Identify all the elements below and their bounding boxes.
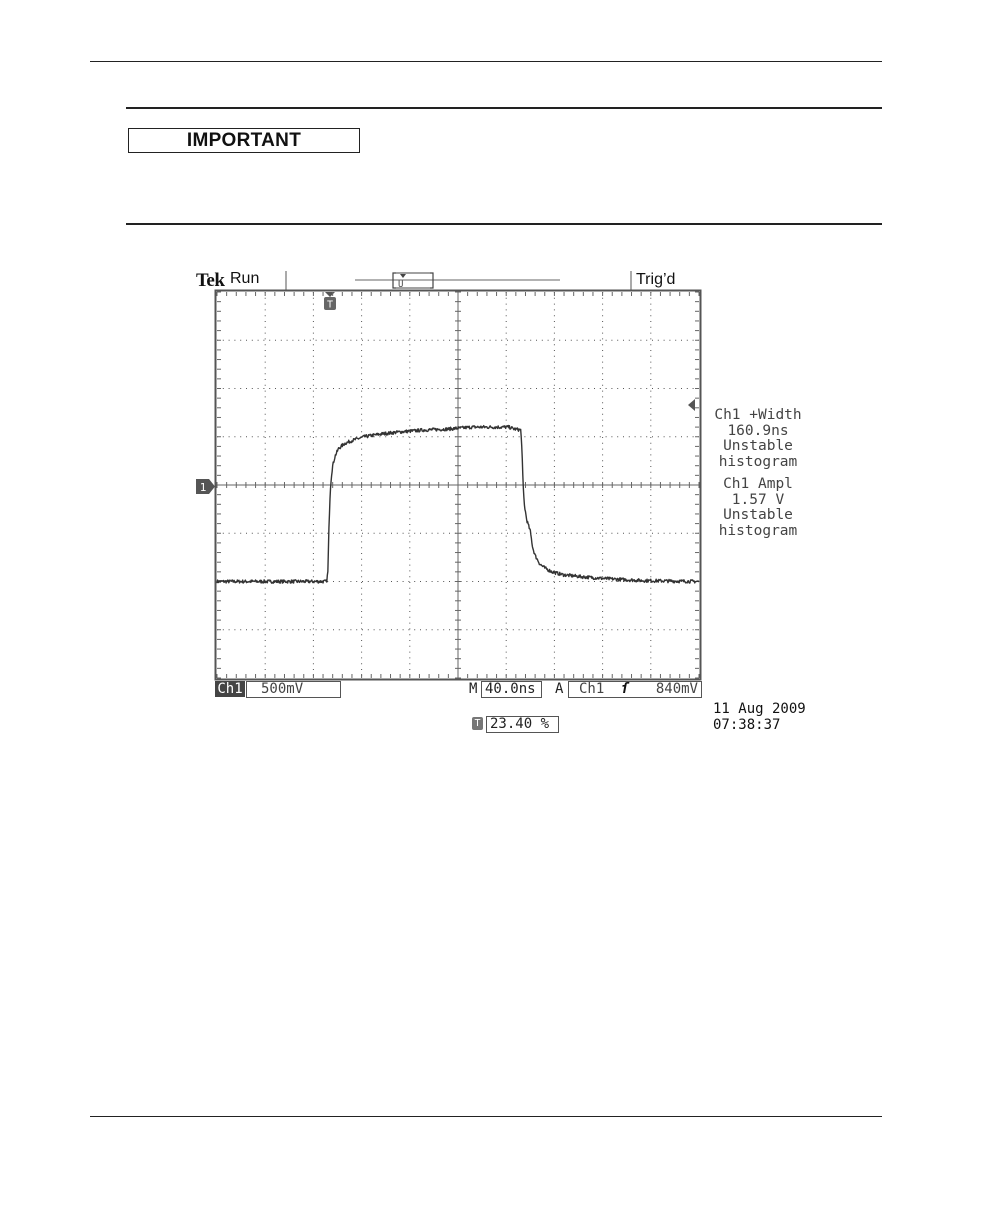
measurement-1-value: 160.9ns xyxy=(727,422,789,439)
trigger-position-readout xyxy=(486,716,559,733)
trigger-level: 840mV xyxy=(655,681,698,697)
measurement-2 xyxy=(704,477,812,539)
measurement-2-status-detail: histogram xyxy=(718,522,798,539)
trigger-position-value: 23.40 % xyxy=(490,716,550,732)
channel-1-marker xyxy=(196,479,216,494)
timebase-value: 40.0ns xyxy=(485,681,536,697)
run-state: Run xyxy=(230,270,260,287)
measurement-1-name: Ch1 +Width xyxy=(714,407,802,423)
capture-time: 07:38:37 xyxy=(713,717,781,733)
trigger-position-icon: T xyxy=(472,717,483,730)
brand-logo: Tek xyxy=(196,270,225,291)
trigger-state: Trig’d xyxy=(636,271,676,288)
graticule xyxy=(217,292,699,678)
capture-date: 11 Aug 2009 xyxy=(713,701,806,717)
timebase-readout xyxy=(481,681,542,698)
waveform-plot xyxy=(214,289,704,681)
measurement-1-status: Unstable xyxy=(723,438,793,454)
trigger-readout xyxy=(568,681,702,698)
channel-tag: Ch1 xyxy=(215,681,245,697)
record-position-indicator xyxy=(0,0,1008,300)
footer-rule xyxy=(90,1116,882,1117)
trigger-marker-label: T xyxy=(326,299,334,311)
measurement-2-status: Unstable xyxy=(723,507,793,523)
measurement-1 xyxy=(704,408,812,470)
volts-per-div-value: 500mV xyxy=(261,681,304,697)
svg-text:U: U xyxy=(398,280,404,290)
channel-marker-label: 1 xyxy=(199,481,207,494)
timebase-prefix: M xyxy=(469,681,478,697)
measurement-2-name: Ch1 Ampl xyxy=(723,476,793,492)
trigger-mode: A xyxy=(555,681,564,697)
important-label: IMPORTANT xyxy=(128,128,360,153)
trigger-slope-icon: ſ xyxy=(620,681,630,697)
volts-per-div-readout xyxy=(246,681,341,698)
measurement-1-status-detail: histogram xyxy=(718,453,798,470)
measurement-2-value: 1.57 V xyxy=(731,491,785,508)
trigger-source: Ch1 xyxy=(579,681,605,697)
